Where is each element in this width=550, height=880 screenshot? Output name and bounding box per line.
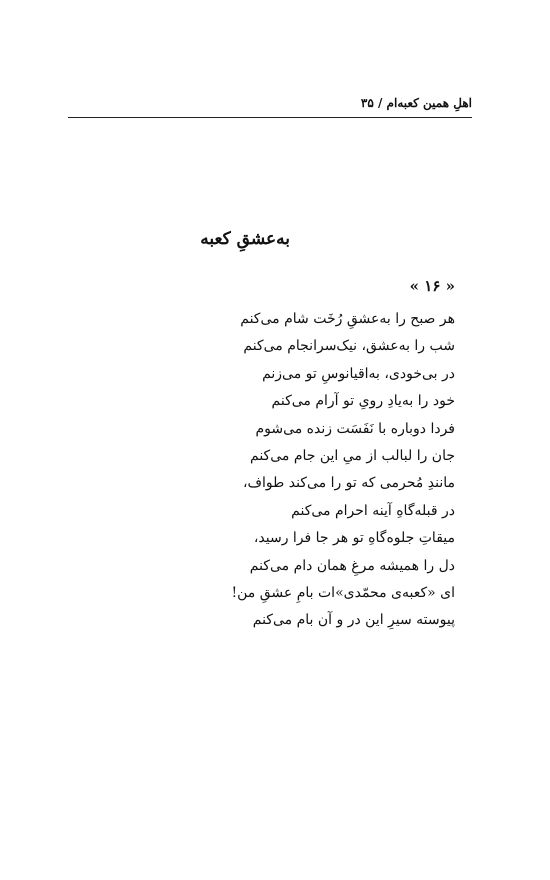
verse-line: میقاتِ جلوه‌گاهِ تو هر جا فرا رسید، <box>253 530 455 547</box>
verse-line: هر صبح را به‌عشقِ رُخَت شام می‌کنم <box>240 311 455 327</box>
poem-verses <box>220 306 455 635</box>
verse-line: خود را به‌یادِ رویِ تو آرام می‌کنم <box>271 393 455 410</box>
verse-line: شب را به‌عشق، نیک‌سرانجام می‌کنم <box>243 338 455 355</box>
verse-line: فردا دوباره با نَفَسَت زنده می‌شوم <box>255 420 455 437</box>
verse-line: مانندِ مُحرمی که تو را می‌کند طواف، <box>242 475 455 492</box>
poem-title: به‌عشقِ کعبه <box>200 229 290 249</box>
verse-line: پیوسته سیرِ این در و آن بام می‌کنم <box>252 612 455 629</box>
verse-line: در قبله‌گاهِ آینه احرام می‌کنم <box>291 502 455 519</box>
header-rule <box>68 117 472 118</box>
verse-line: جان را لبالب از میِ این جام می‌کنم <box>250 447 455 464</box>
running-header: اهلِ همین کعبه‌ام / ۳۵ <box>360 96 472 110</box>
verse-line: در بی‌خودی، به‌اقیانوسِ تو می‌زنم <box>262 365 455 382</box>
poem-number: « ۱۶ » <box>409 277 455 295</box>
verse-line: ای «کعبه‌ی محمّدی»ات بامِ عشقِ من! <box>231 584 455 601</box>
verse-line: دل را همیشه مرغِ همان دام می‌کنم <box>249 557 455 574</box>
